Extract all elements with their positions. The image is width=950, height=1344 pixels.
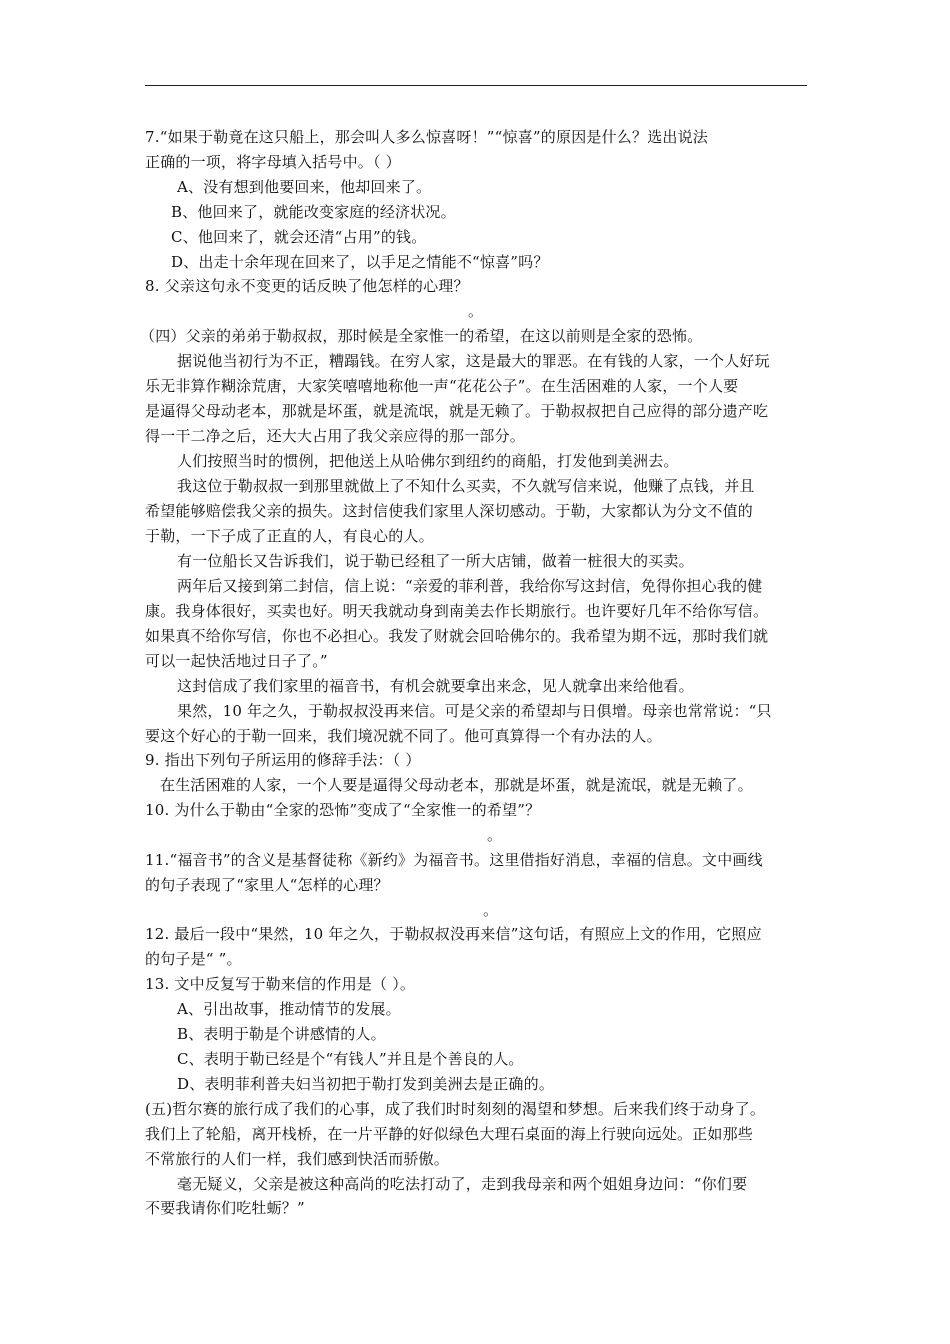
question-8: 8. 父亲这句永不变更的话反映了他怎样的心理？ xyxy=(145,277,469,295)
question-12-cont: 的句子是“ ”。 xyxy=(145,950,242,968)
paragraph-line: 我这位于勒叔叔一到那里就做上了不知什么买卖，不久就写信来说，他赚了点钱，并且 xyxy=(177,477,755,495)
option-a: A、没有想到他要回来，他却回来了。 xyxy=(177,178,432,196)
question-11-cont: 的句子表现了“家里人“怎样的心理？ xyxy=(145,876,389,894)
paragraph-line: 不要我请你们吃牡蛎？” xyxy=(145,1199,305,1217)
option-c: C、他回来了，就会还清“占用”的钱。 xyxy=(171,228,427,246)
question-13: 13. 文中反复写于勒来信的作用是（ ）。 xyxy=(145,975,416,993)
section-5-heading: (五)哲尔赛的旅行成了我们的心事，成了我们时时刻刻的渴望和梦想。后来我们终于动身了。 xyxy=(145,1100,766,1118)
option-b: B、表明于勒是个讲感情的人。 xyxy=(177,1025,386,1043)
paragraph-line: 人们按照当时的惯例，把他送上从哈佛尔到纽约的商船，打发他到美洲去。 xyxy=(177,452,679,470)
paragraph-line: 有一位船长又告诉我们，说于勒已经租了一所大店铺，做着一桩很大的买卖。 xyxy=(177,552,694,570)
answer-blank-10: 。 xyxy=(487,826,503,844)
question-9: 9. 指出下列句子所运用的修辞手法：（ ） xyxy=(145,751,421,769)
paragraph-line: 乐无非算作糊涂荒唐，大家笑嘻嘻地称他一声“花花公子”。在生活困难的人家，一个人要 xyxy=(145,377,739,395)
option-c: C、表明于勒已经是个“有钱人”并且是个善良的人。 xyxy=(177,1050,524,1068)
paragraph-line: 要这个好心的于勒一回来，我们境况就不同了。他可真算得一个有办法的人。 xyxy=(145,727,662,745)
question-12: 12. 最后一段中“果然，10 年之久，于勒叔叔没再来信”这句话，有照应上文的作用，它照应 xyxy=(145,925,762,943)
paragraph-line: 于勒，一下子成了正直的人，有良心的人。 xyxy=(145,527,434,545)
question-9-sentence: 在生活困难的人家，一个人要是逼得父母动老本，那就是坏蛋，就是流氓，就是无赖了。 xyxy=(160,776,753,794)
question-11: 11.“福音书”的含义是基督徒称《新约》为福音书。这里借指好消息，幸福的信息。文中画线 xyxy=(145,851,763,869)
option-d: D、出走十余年现在回来了，以手足之情能不“惊喜”吗？ xyxy=(171,253,549,271)
question-7-cont: 正确的一项，将字母填入括号中。（ ） xyxy=(145,153,401,171)
paragraph-line: 两年后又接到第二封信，信上说：“亲爱的菲利普，我给你写这封信，免得你担心我的健 xyxy=(177,577,763,595)
paragraph-line: 这封信成了我们家里的福音书，有机会就要拿出来念，见人就拿出来给他看。 xyxy=(177,677,694,695)
paragraph-line: 希望能够赔偿我父亲的损失。这封信使我们家里人深切感动。于勒，大家都认为分文不值的 xyxy=(145,502,754,520)
option-a: A、引出故事，推动情节的发展。 xyxy=(177,1000,401,1018)
paragraph-line: 我们上了轮船，离开栈桥，在一片平静的好似绿色大理石桌面的海上行驶向远处。正如那些 xyxy=(145,1125,754,1143)
paragraph-line: 果然，10 年之久，于勒叔叔没再来信。可是父亲的希望却与日俱增。母亲也常常说：“只 xyxy=(177,702,772,720)
paragraph-line: 康。我身体很好，买卖也好。明天我就动身到南美去作长期旅行。也许要好几年不给你写信。 xyxy=(145,602,769,620)
answer-blank-8: 。 xyxy=(468,302,484,320)
paragraph-line: 是逼得父母动老本，那就是坏蛋，就是流氓，就是无赖了。于勒叔叔把自己应得的部分遗产吃 xyxy=(145,402,769,420)
paragraph-line: 据说他当初行为不正，糟蹋钱。在穷人家，这是最大的罪恶。在有钱的人家，一个人好玩 xyxy=(177,352,770,370)
question-10: 10. 为什么于勒由“全家的恐怖”变成了“全家惟一的希望”？ xyxy=(145,801,541,819)
header-rule xyxy=(145,85,807,86)
question-7: 7.“如果于勒竟在这只船上，那会叫人多么惊喜呀！”“惊喜”的原因是什么？选出说法 xyxy=(145,128,708,146)
answer-blank-11: 。 xyxy=(483,901,499,919)
paragraph-line: 毫无疑义，父亲是被这种高尚的吃法打动了，走到我母亲和两个姐姐身边问：“你们要 xyxy=(177,1175,748,1193)
paragraph-line: 可以一起快活地过日子了。” xyxy=(145,652,328,670)
paragraph-line: 不常旅行的人们一样，我们感到快活而骄傲。 xyxy=(145,1150,450,1168)
option-b: B、他回来了，就能改变家庭的经济状况。 xyxy=(171,203,456,221)
paragraph-line: 如果真不给你写信，你也不必担心。我发了财就会回哈佛尔的。我希望为期不远，那时我们就 xyxy=(145,627,769,645)
paragraph-line: 得一干二净之后，还大大占用了我父亲应得的那一部分。 xyxy=(145,427,526,445)
section-4-heading: （四）父亲的弟弟于勒叔叔，那时候是全家惟一的希望，在这以前则是全家的恐怖。 xyxy=(140,327,703,345)
option-d: D、表明菲利普夫妇当初把于勒打发到美洲去是正确的。 xyxy=(177,1075,555,1093)
